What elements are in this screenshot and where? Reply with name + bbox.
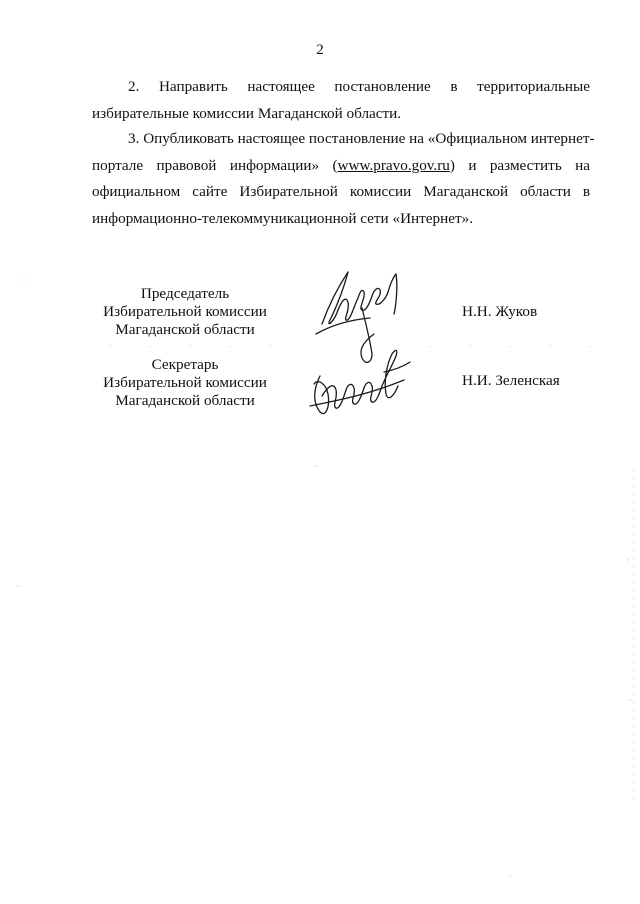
word: 2. — [128, 78, 140, 95]
paragraph-2-line-2: избирательные комиссии Магаданской области. — [92, 104, 402, 122]
signer-title-line: Избирательной комиссии — [103, 374, 267, 391]
word: комиссии — [349, 183, 412, 200]
word: постановление — [334, 78, 431, 95]
pravo-link[interactable]: www.pravo.gov.ru — [337, 156, 450, 174]
word: разместить — [489, 156, 562, 174]
paragraph-3-line-2 — [92, 153, 590, 180]
word: Избирательной — [239, 183, 338, 200]
word: области — [520, 183, 571, 200]
paragraph-3-line-4: информационно-телекоммуникационной сети «Интернет». — [92, 209, 474, 227]
signer-title-line: Избирательной комиссии — [103, 303, 267, 320]
word: в — [450, 78, 458, 95]
paragraph-2-line-1 — [92, 74, 590, 101]
paragraph-3-line-3 — [92, 179, 590, 206]
word: Направить — [158, 78, 228, 95]
word: Магаданской — [423, 183, 509, 200]
chairman-title-block — [85, 285, 285, 339]
secretary-name: Н.И. Зеленская — [462, 372, 560, 389]
word: официальном — [92, 183, 181, 200]
word: на — [575, 156, 590, 174]
secretary-title-block — [85, 356, 285, 410]
word: и — [468, 156, 477, 174]
page-number: 2 — [316, 42, 324, 58]
word: территориальные — [477, 78, 590, 95]
word: сайте — [192, 183, 228, 200]
signer-title-line: Магаданской области — [115, 321, 255, 338]
chairman-name: Н.Н. Жуков — [462, 303, 538, 320]
word: информации» — [229, 156, 320, 174]
paragraph-3 — [92, 126, 595, 232]
link-wrapper: (www.pravo.gov.ru) — [332, 156, 455, 174]
signer-title-line: Председатель — [140, 285, 230, 302]
word: портале — [92, 156, 144, 174]
signer-title-line: Магаданской области — [115, 392, 255, 409]
paragraph-3-line-1: 3. Опубликовать настоящее постановление на «Официальном интернет- — [128, 130, 595, 147]
signer-title-line: Секретарь — [151, 356, 219, 373]
secretary-signature — [300, 336, 420, 426]
word: правовой — [156, 156, 217, 174]
word: в — [582, 183, 590, 200]
word: настоящее — [247, 78, 315, 95]
paragraph-2 — [92, 74, 590, 127]
